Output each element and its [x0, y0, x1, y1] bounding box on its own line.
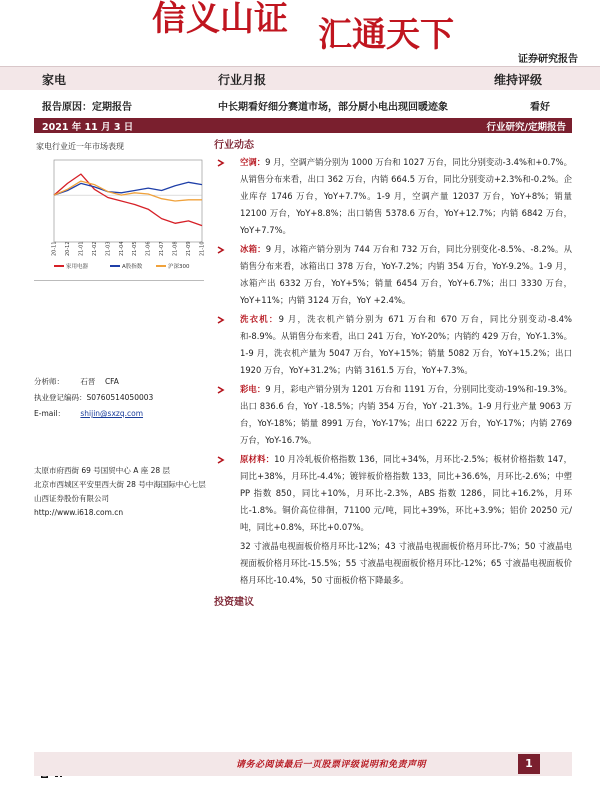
- x-tick-label: 21-04: [118, 241, 125, 256]
- x-tick-label: 21-05: [132, 241, 139, 256]
- disclaimer-note: 请务必阅读最后一页股票评级说明和免责声明: [236, 760, 427, 770]
- panel-price-paragraph: 32 寸液晶电视面板价格月环比-12%；43 寸液晶电视面板价格月环比-7%；50 寸液晶电视面板价格月环比-15.5%；55 寸液晶电视面板价格月环比-12%；65 寸液晶电视面板价格月环比-10.4%，50 寸面板价格下降最多。: [240, 541, 572, 585]
- address-line-2: 北京市西城区平安里西大街 28 号中海国际中心七层: [34, 480, 206, 489]
- item-key: 原材料：: [240, 454, 275, 464]
- analyst-name: 石晋: [80, 377, 96, 386]
- arrow-bullet-icon: [217, 316, 225, 324]
- company-url[interactable]: http://www.i618.com.cn: [34, 508, 124, 517]
- arrow-bullet-icon: [217, 386, 225, 394]
- item-text: 9 月，洗衣机产销分别为 671 万台和 670 万台，同比分别变动-8.4%和-8.9%。从销售分布来看，出口 241 万台，YoY-20%；内销约 429 万台，YoY-1.3%。1-9 月，洗衣机产量为 5047 万台，YoY+15%；销量 5082 万台，YoY+15.2%；出口 1920 万台，YoY+31.2%；内销 3161.5 万台，YoY+7.3%。: [240, 314, 572, 375]
- x-tick-label: 21-01: [78, 241, 85, 256]
- item-text: 9 月，冰箱产销分别为 744 万台和 732 万台，同比分别变化-8.5%、-8.2%。从销售分布来看，冰箱出口 378 万台，YoY-7.2%；内销 354 万台，YoY-9.2%。1-9 月，冰箱产出 6332 万台，YoY+5%；销量 6454 万台，YoY+6.7%；出口 3330 万台，YoY+11%；内销 3124 万台，YoY +2.4%。: [240, 244, 572, 305]
- legend-label: A股指数: [122, 264, 143, 270]
- email-label: E-mail：: [34, 409, 66, 418]
- svg-text:汇通天下: 汇通天下: [318, 15, 454, 52]
- report-type-label: 证券研究报告: [518, 54, 578, 65]
- cert-label: 执业登记编码：: [34, 393, 87, 402]
- address-info: [34, 464, 210, 520]
- item-text: 9 月，空调产销分别为 1000 万台和 1027 万台，同比分别变动-3.4%和+0.7%。从销售分布来看，出口 362 万台，内销 664.5 万台，同比分别变动+2.3%和-0.2%。企业库存 1746 万台，YoY+7.7%。1-9 月，空调产量 12037 万台，YoY+8%；销量 12100 万台，YoY+8.8%；出口销售 5378.6 万台，YoY+12.7%；内销 6842 万台，YoY+7.7%。: [240, 157, 573, 235]
- x-tick-label: 21-10: [199, 241, 206, 256]
- x-tick-label: 21-02: [91, 241, 98, 256]
- item-key: 洗衣机：: [240, 314, 279, 324]
- list-item: [214, 451, 572, 536]
- item-text: 10 月冷轧板价格指数 136，同比+34%，月环比-2.5%；板材价格指数 147，同比+38%，月环比-4.4%；镀锌板价格指数 133，同比+36.6%，月环比-2.6%；中塑 PP 指数 850，同比+10%，月环比-2.3%，ABS 指数 1286，同比+16.2%，月环比-1.8%。铜价高位徘徊，71100 元/吨，同比+39%，环比+3.9%；铝价 20250 元/吨，同比+0.8%，环比+0.07%。: [240, 454, 573, 532]
- report-headline: 中长期看好细分赛道市场，部分厨小电出现回暖迹象: [218, 102, 448, 113]
- report-reason: 报告原因：定期报告: [42, 102, 132, 113]
- analyst-info: [34, 376, 214, 424]
- section-investment-advice: 投资建议: [214, 597, 254, 608]
- x-tick-label: 20-11: [51, 241, 58, 256]
- report-date: 2021 年 11 月 3 日: [42, 122, 134, 133]
- brand-logo: [150, 0, 470, 52]
- x-tick-label: 21-07: [159, 241, 166, 256]
- headline-rating: 看好: [530, 102, 550, 113]
- x-tick-label: 21-08: [172, 241, 179, 256]
- x-tick-label: 21-06: [145, 241, 152, 256]
- list-item: [214, 154, 572, 239]
- x-tick-label: 20-12: [64, 241, 71, 256]
- item-text: 9 月，彩电产销分别为 1201 万台和 1191 万台，分别同比变动-19%和-19.3%。出口 836.6 台，YoY -18.5%；内销 354 万台，YoY -21.3%。1-9 月行业产量 9063 万台，YoY-18%；销量 8991 万台，YoY-17%；出口 6222 万台，YoY-17%；内销 2769 万台，YoY-16.7%。: [240, 384, 573, 445]
- item-key: 空调：: [240, 157, 266, 167]
- market-performance-chart: [32, 152, 208, 278]
- page-number: 1: [518, 754, 540, 774]
- rating-label: 维持评级: [494, 73, 543, 87]
- address-line-1: 太原市府西街 69 号国贸中心 A 座 28 层: [34, 466, 171, 475]
- list-item: [214, 381, 572, 449]
- item-key: 冰箱：: [240, 244, 266, 254]
- analyst-name-label: 分析师：: [34, 377, 64, 386]
- x-tick-label: 21-09: [186, 241, 193, 256]
- svg-text:信义山证: 信义山证: [152, 0, 288, 39]
- item-key: 彩电：: [240, 384, 266, 394]
- series-line-0: [54, 174, 202, 226]
- report-category: 行业研究/定期报告: [486, 122, 566, 133]
- sector-label: 家电: [42, 73, 67, 87]
- section-industry-dynamics: 行业动态: [214, 140, 254, 151]
- chart-title: 家电行业近一年市场表现: [36, 142, 124, 151]
- cert-number: S0760514050003: [86, 393, 154, 402]
- legend-label: 家用电器: [66, 264, 89, 270]
- chart-divider: [34, 280, 204, 281]
- analyst-cfa: CFA: [104, 377, 119, 386]
- arrow-bullet-icon: [217, 246, 225, 254]
- list-item: [214, 241, 572, 309]
- arrow-bullet-icon: [217, 456, 225, 464]
- list-item: [214, 311, 572, 379]
- legend-label: 沪深300: [168, 264, 190, 270]
- analyst-email-link[interactable]: shijin@sxzq.com: [80, 409, 144, 418]
- doc-type-label: 行业月报: [218, 73, 267, 87]
- arrow-bullet-icon: [217, 159, 225, 167]
- report-body: [214, 136, 572, 611]
- x-tick-label: 21-03: [105, 241, 112, 256]
- company-name: 山西证券股份有限公司: [34, 494, 109, 503]
